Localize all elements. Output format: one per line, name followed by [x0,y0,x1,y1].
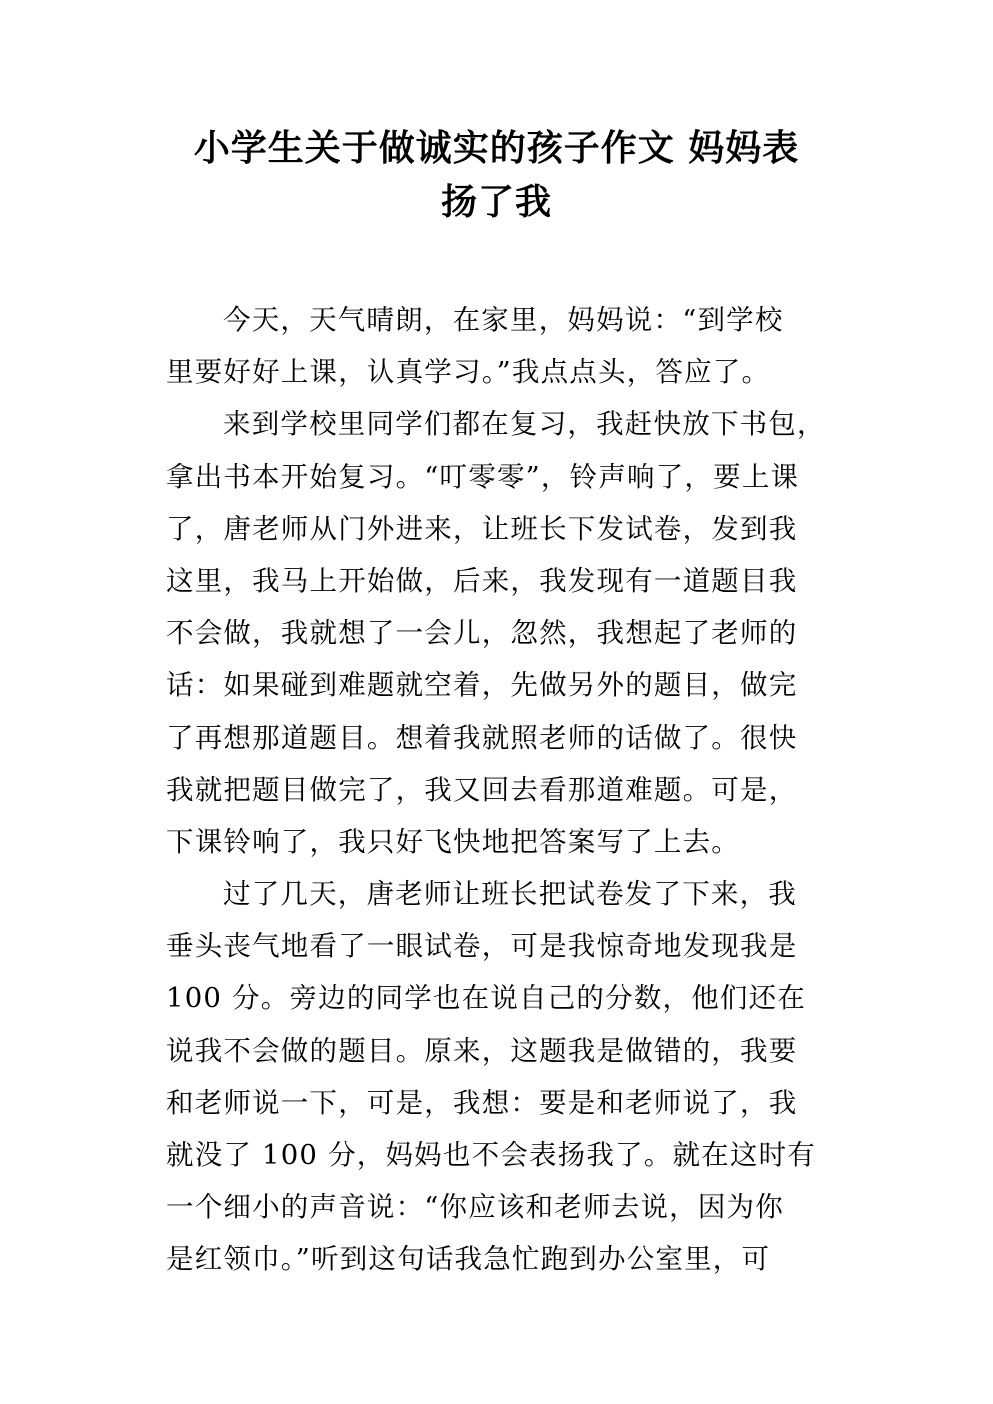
title-line: 小学生关于做诚实的孩子作文 妈妈表 [193,128,800,169]
text-line: 了再想那道题目。想着我就照老师的话做了。很快 [166,721,798,754]
text-line: 说我不会做的题目。原来，这题我是做错的，我要 [166,1034,798,1067]
title-line: 扬了我 [440,182,552,223]
paragraph-1 [166,294,846,398]
text-line: 是红领巾。”听到这句话我急忙跑到办公室里，可 [166,1243,771,1276]
text-line: 里要好好上课，认真学习。”我点点头，答应了。 [166,356,771,389]
text-line: 100 分。旁边的同学也在说自己的分数，他们还在 [166,982,807,1015]
text-line: 了，唐老师从门外进来，让班长下发试卷，发到我 [166,512,798,545]
text-line: 来到学校里同学们都在复习，我赶快放下书包， [223,408,826,441]
text-line: 就没了 100 分，妈妈也不会表扬我了。就在这时有 [166,1139,816,1171]
text-line: 话：如果碰到难题就空着，先做另外的题目，做完 [166,669,798,702]
text-line: 不会做，我就想了一会儿，忽然，我想起了老师的 [166,617,798,650]
document-body [166,294,846,1286]
text-line: 过了几天，唐老师让班长把试卷发了下来，我 [223,878,797,911]
text-line: 拿出书本开始复习。“叮零零”，铃声响了，要上课 [166,460,800,493]
paragraph-2 [166,398,846,868]
paragraph-3 [166,868,846,1286]
text-line: 和老师说一下，可是，我想：要是和老师说了，我 [166,1086,798,1119]
text-line: 这里，我马上开始做，后来，我发现有一道题目我 [166,564,798,597]
text-line: 垂头丧气地看了一眼试卷，可是我惊奇地发现我是 [166,930,798,963]
text-line: 一个细小的声音说：“你应该和老师去说，因为你 [166,1191,784,1224]
text-line: 今天，天气晴朗，在家里，妈妈说：“到学校 [223,304,784,336]
text-line: 我就把题目做完了，我又回去看那道难题。可是， [166,773,798,806]
text-line: 下课铃响了，我只好飞快地把答案写了上去。 [166,825,740,858]
document-title [150,122,843,230]
